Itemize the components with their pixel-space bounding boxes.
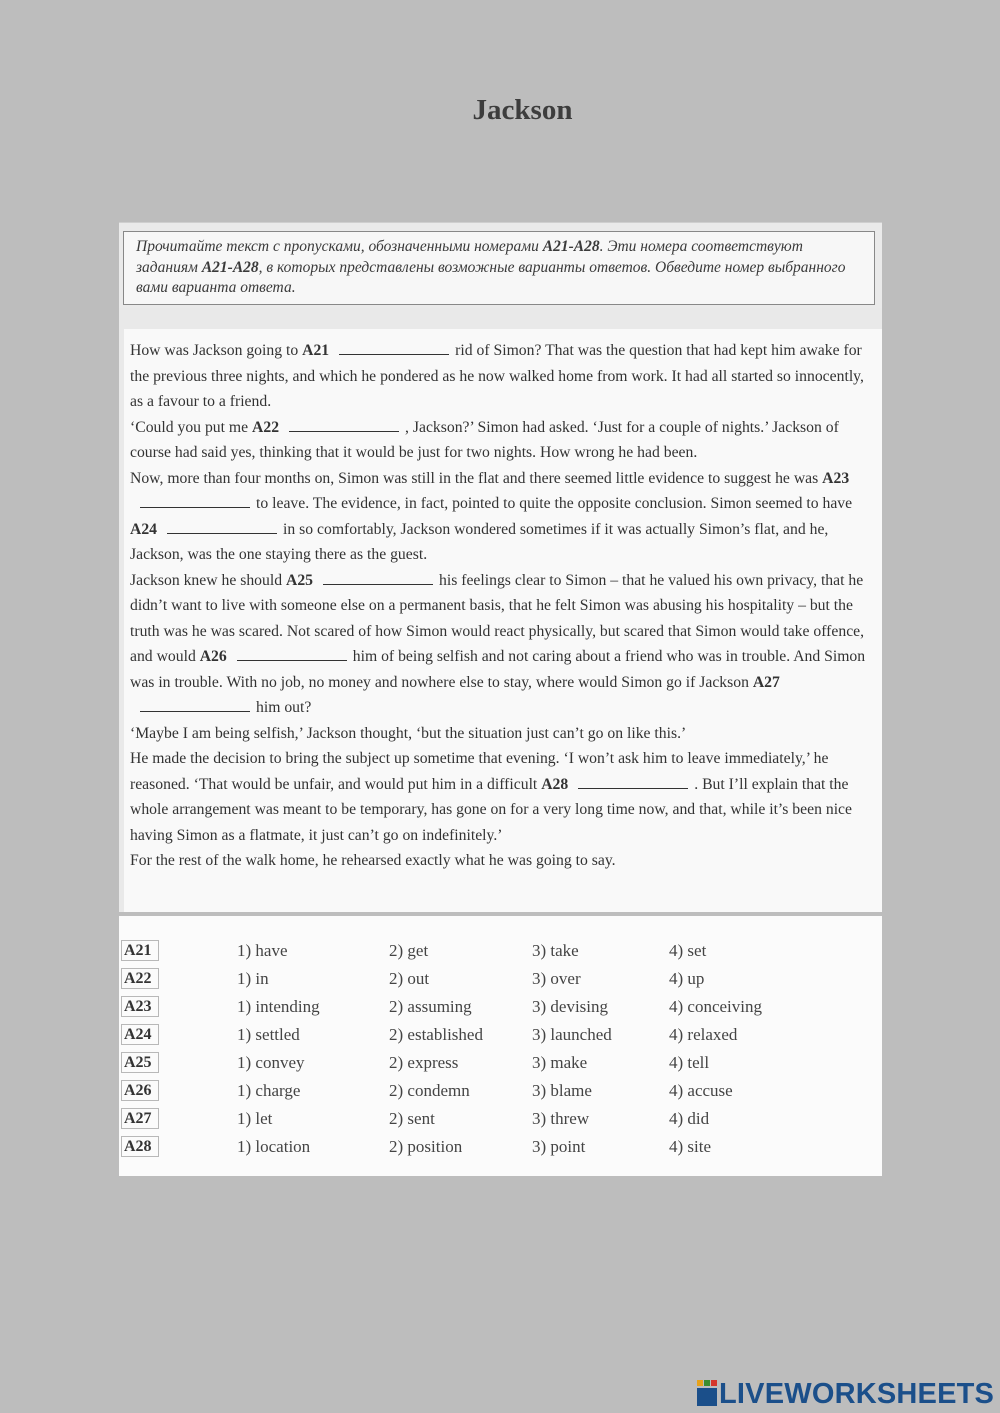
logo-icon xyxy=(697,1380,717,1406)
option[interactable]: 3) point xyxy=(532,1137,586,1156)
answer-blank-a25[interactable] xyxy=(323,571,433,585)
option[interactable]: 4) set xyxy=(669,941,707,960)
option[interactable]: 4) site xyxy=(669,1137,712,1156)
option[interactable]: 3) launched xyxy=(532,1025,612,1044)
option[interactable]: 2) sent xyxy=(389,1109,435,1128)
instructions-range: A21-A28 xyxy=(201,258,259,276)
passage-text-part: to leave. The evidence, in fact, pointed to quite the opposite conclusion. Simon seemed to have xyxy=(256,495,853,512)
gap-label: A23 xyxy=(822,469,850,487)
passage-text-part: his feelings clear to Simon – that he valued his own privacy, that he didn’t want to live with someone else on a permanent basis, that he felt Simon was abusing his hospitality – but the truth was he was scared. Not scared of how Simon would react physically, but scared that Simon would take offence, and would xyxy=(130,571,865,665)
passage-text-part: , Jackson?’ Simon had asked. ‘Just for a couple of nights.’ Jackson of course had said yes, thinking that it would be just for two nights. How wrong he had been. xyxy=(130,418,839,461)
gap-label: A24 xyxy=(130,520,158,538)
option[interactable]: 1) intending xyxy=(237,997,320,1016)
option[interactable]: 1) location xyxy=(237,1137,311,1156)
option[interactable]: 1) let xyxy=(237,1109,273,1128)
question-code: A25 xyxy=(121,1052,159,1073)
answer-blank-a24[interactable] xyxy=(167,520,277,534)
passage-text-part: rid of Simon? That was the question that had kept him awake for the previous three nights, and which he pondered as he now walked home from work. It had all started so innocently, as a favour to a friend. xyxy=(130,342,864,410)
passage-text-part: ‘Could you put me xyxy=(130,418,249,436)
question-code: A28 xyxy=(121,1136,159,1157)
instructions-range: A21-A28 xyxy=(542,238,600,255)
passage-text-part: He made the decision to bring the subject up sometime that evening. ‘I won’t ask him to leave immediately,’ he reasoned. ‘That would be unfair, and would put him in a difficult xyxy=(130,750,829,793)
passage-box xyxy=(119,308,882,912)
options-row xyxy=(119,1106,882,1134)
option[interactable]: 2) position xyxy=(389,1137,463,1156)
gap-label: A21 xyxy=(302,342,330,359)
gap-label: A26 xyxy=(199,648,227,665)
option[interactable]: 2) assuming xyxy=(389,997,472,1016)
paragraph: ‘Maybe I am being selfish,’ Jackson thought, ‘but the situation just can’t go on like this.’ xyxy=(130,724,687,742)
option[interactable]: 4) relaxed xyxy=(669,1025,738,1044)
gap-label: A25 xyxy=(285,571,314,589)
option[interactable]: 4) up xyxy=(669,969,705,988)
answer-blank-a26[interactable] xyxy=(237,647,347,661)
passage-text xyxy=(124,329,882,912)
option[interactable]: 2) express xyxy=(389,1053,459,1072)
option[interactable]: 4) accuse xyxy=(669,1081,733,1100)
page-title: Jackson xyxy=(472,94,573,126)
answer-blank-a27[interactable] xyxy=(140,698,250,712)
option[interactable]: 2) get xyxy=(389,941,429,960)
options-row xyxy=(119,1022,882,1050)
option[interactable]: 3) threw xyxy=(532,1109,590,1128)
passage-text-part: Jackson knew he should xyxy=(130,571,283,589)
options-row xyxy=(119,966,882,994)
option[interactable]: 4) tell xyxy=(669,1053,710,1072)
paragraph: For the rest of the walk home, he rehearsed exactly what he was going to say. xyxy=(130,852,616,869)
question-code: A23 xyxy=(121,996,159,1017)
options-row xyxy=(119,1134,882,1162)
instructions-part: Прочитайте текст с пропусками, обозначенными номерами xyxy=(136,238,543,255)
instructions-part: . Эти номера соответствуют заданиям xyxy=(136,238,803,276)
options-row xyxy=(119,1050,882,1078)
option[interactable]: 3) make xyxy=(532,1053,588,1072)
question-code: A24 xyxy=(121,1024,159,1045)
passage-text-part: . But I’ll explain that the whole arrangement was meant to be temporary, has gone on for a very long time now, and that, while it’s been nice having Simon as a flatmate, it just can’t go on indefinitely.’ xyxy=(130,775,852,844)
passage-text-part: in so comfortably, Jackson wondered sometimes if it was actually Simon’s flat, and he, Jackson, was the one staying there as the guest. xyxy=(130,520,829,563)
option[interactable]: 1) charge xyxy=(237,1081,301,1100)
question-code: A22 xyxy=(121,968,159,989)
options-table xyxy=(119,916,882,1176)
option[interactable]: 4) did xyxy=(669,1109,710,1128)
gap-label: A28 xyxy=(541,775,569,793)
options-row xyxy=(119,1078,882,1106)
passage-text-part: him out? xyxy=(256,699,312,716)
paragraph xyxy=(130,568,878,721)
option[interactable]: 1) have xyxy=(237,941,288,960)
question-code: A27 xyxy=(121,1108,159,1129)
option[interactable]: 3) devising xyxy=(532,997,609,1016)
answer-blank-a23[interactable] xyxy=(140,494,250,508)
paragraph xyxy=(130,746,878,848)
question-code: A26 xyxy=(121,1080,159,1101)
option[interactable]: 2) condemn xyxy=(389,1081,470,1100)
instructions-part: , в которых представлены возможные варианты ответов. Обведите номер выбранного вами варианта ответа. xyxy=(136,258,846,296)
option[interactable]: 1) convey xyxy=(237,1053,305,1072)
options-row xyxy=(119,938,882,966)
passage-text-part: him of being selfish and not caring about a friend who was in trouble. And Simon was in trouble. With no job, no money and nowhere else to stay, where would Simon go if Jackson xyxy=(130,648,866,691)
option[interactable]: 4) conceiving xyxy=(669,997,762,1016)
passage-text-part: How was Jackson going to xyxy=(130,342,299,359)
answer-blank-a22[interactable] xyxy=(289,418,399,432)
instructions-text xyxy=(123,231,875,305)
option[interactable]: 1) settled xyxy=(237,1025,300,1044)
answer-blank-a21[interactable] xyxy=(339,341,449,355)
answer-blank-a28[interactable] xyxy=(578,775,688,789)
option[interactable]: 3) blame xyxy=(532,1081,592,1100)
logo-text: LIVEWORKSHEETS xyxy=(719,1378,995,1410)
option[interactable]: 1) in xyxy=(237,969,269,988)
option[interactable]: 3) over xyxy=(532,969,581,988)
instructions-box xyxy=(119,222,882,309)
passage-text-part: Now, more than four months on, Simon was still in the flat and there seemed little evidence to suggest he was xyxy=(130,469,819,487)
paragraph xyxy=(130,415,878,466)
option[interactable]: 3) take xyxy=(532,941,579,960)
option[interactable]: 2) established xyxy=(389,1025,483,1044)
options-row xyxy=(119,994,882,1022)
option[interactable]: 2) out xyxy=(389,969,430,988)
question-code: A21 xyxy=(121,940,159,961)
gap-label: A22 xyxy=(252,418,280,436)
gap-label: A27 xyxy=(752,673,780,691)
paragraph xyxy=(130,338,878,415)
paragraph xyxy=(130,466,878,568)
